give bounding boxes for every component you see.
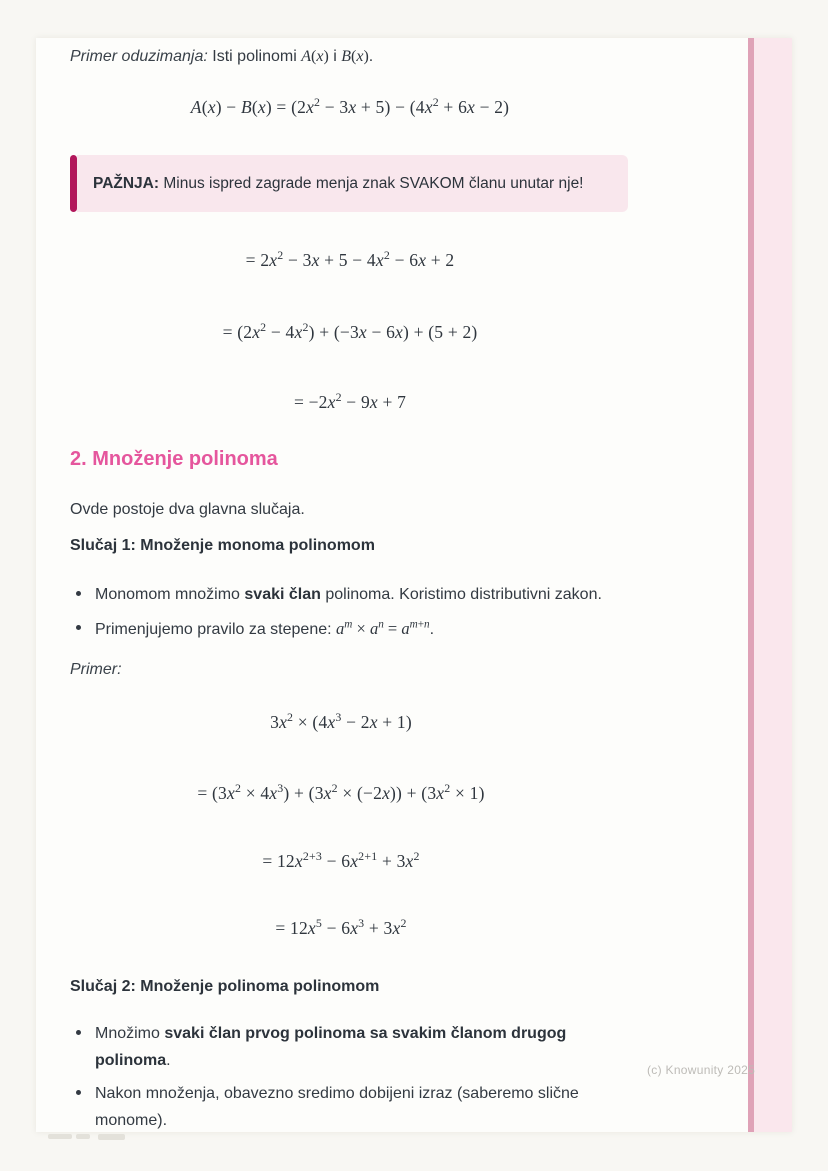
highlight-bar-fill (754, 38, 792, 1132)
copyright-watermark: (c) Knowunity 2025 (647, 1063, 756, 1077)
highlight-bar-edge-line (748, 38, 754, 1132)
conjunction-text: i (333, 48, 337, 65)
equation-multiplication-distributed: = $(3x^2 \times 4x^3) + (3x^2 \times (-2x)) + (3x^2 \times 1)$ (197, 781, 485, 803)
equation-multiplication-exponents: = $12x^{2+3} - 6x^{2+1} + 3x^2$ (262, 849, 420, 871)
callout-text: Minus ispred zagrade menja znak SVAKOM članu unutar nje! (163, 174, 584, 192)
bullet-text: Primenjujemo pravilo za stepene: $a^m \times a^n = a^{m+n}$. (95, 618, 435, 638)
polynomial-b-inline: B(x) (341, 48, 369, 65)
bullet-text: Množimo svaki član prvog polinoma sa svakim članom drugog polinoma. (95, 1025, 567, 1069)
case2-bullet-simplify (76, 1080, 579, 1134)
callout-body (77, 155, 628, 212)
equation-subtraction-result: = $-2x^2 - 9x + 7$ (293, 390, 407, 412)
bullet-dot-icon (76, 591, 81, 596)
case1-bullet-distributive (76, 581, 602, 608)
bullet-text: Nakon množenja, obavezno sredimo dobijeni izraz (saberemo slične monome). (95, 1085, 579, 1129)
case1-heading: Slučaj 1: Množenje monoma polinomom (70, 537, 375, 554)
warning-callout (70, 155, 628, 212)
section-intro-text: Ovde postoje dva glavna slučaja. (70, 501, 305, 518)
cutoff-text-fragment (76, 1134, 90, 1139)
bullet-dot-icon (76, 1090, 81, 1095)
callout-text-line (77, 175, 584, 193)
callout-accent-bar (70, 155, 77, 212)
cutoff-text-fragment (48, 1134, 72, 1139)
case1-bullet-exponent-rule (76, 615, 434, 643)
equation-subtraction-grouped: = $(2x^2 - 4x^2) + (-3x - 6x) + (5 + 2)$ (222, 320, 478, 342)
equation-subtraction-setup: $A(x) - B(x) = (2x^2 - 3x + 5) - (4x^2 + 6x - 2)$ (190, 95, 510, 117)
bullet-dot-icon (76, 1030, 81, 1035)
subtraction-example-intro (70, 45, 373, 69)
page-right-highlight-bar (748, 38, 792, 1132)
equation-multiplication-result: = $12x^5 - 6x^3 + 3x^2$ (275, 916, 407, 938)
bullet-text: Monomom množimo svaki član polinoma. Koristimo distributivni zakon. (95, 586, 602, 603)
period: . (368, 48, 374, 65)
polynomial-a-inline: A(x) (301, 48, 329, 65)
document-page (36, 38, 792, 1132)
case2-heading: Slučaj 2: Množenje polinoma polinomom (70, 978, 380, 995)
case2-bullet-multiply-each (76, 1020, 566, 1074)
bullet-dot-icon (76, 625, 81, 630)
section-heading-multiplication: 2. Množenje polinoma (70, 448, 278, 470)
example-label-italic: Primer oduzimanja: (70, 48, 208, 65)
example-label: Primer: (70, 661, 122, 678)
equation-multiplication-setup: $3x^2 \times (4x^3 - 2x + 1)$ (270, 710, 412, 732)
intro-text: Isti polinomi (212, 48, 297, 65)
callout-label: PAŽNJA: (93, 174, 160, 192)
equation-subtraction-expanded: = $2x^2 - 3x + 5 - 4x^2 - 6x + 2$ (245, 248, 455, 270)
cutoff-text-fragment (98, 1134, 125, 1140)
exponent-rule-formula: $a^m \times a^n = a^{m+n}$ (336, 618, 430, 638)
